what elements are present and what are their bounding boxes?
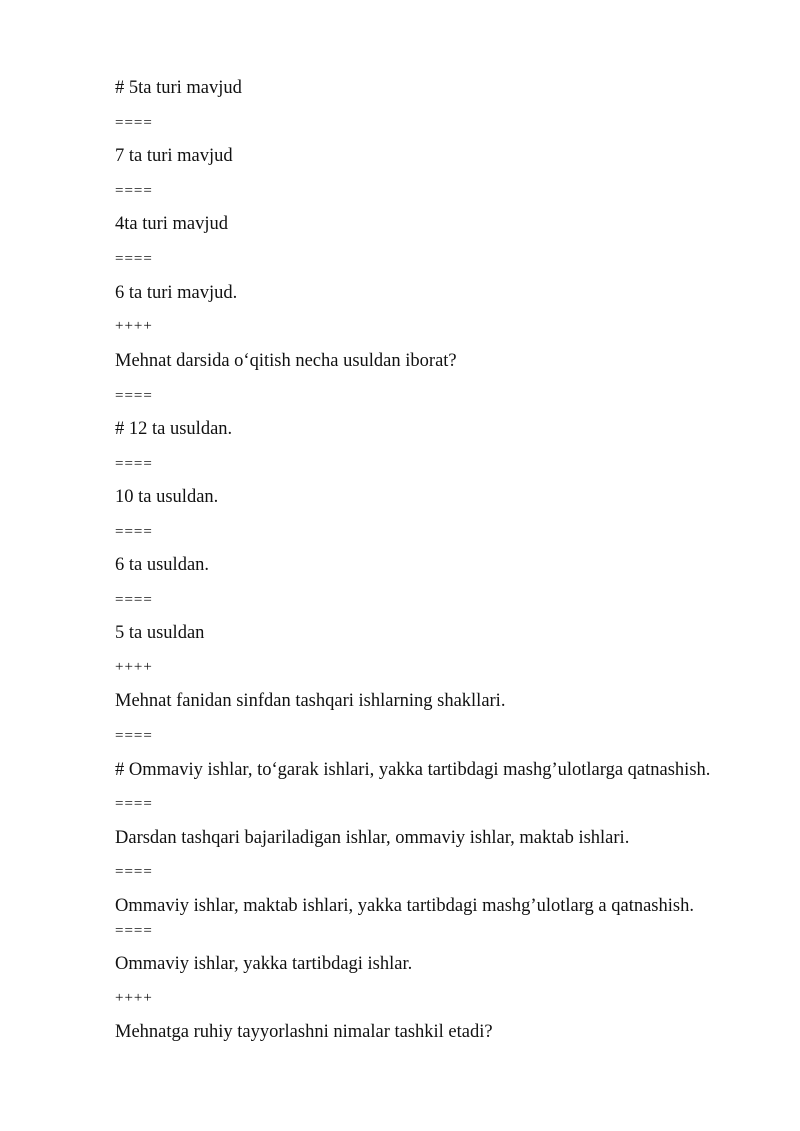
answer-option: Ommaviy ishlar, yakka tartibdagi ishlar. xyxy=(115,954,413,974)
answer-separator: ==== xyxy=(115,864,153,880)
answer-separator: ==== xyxy=(115,251,153,267)
answer-separator: ==== xyxy=(115,456,153,472)
answer-option: # 5ta turi mavjud xyxy=(115,78,242,98)
answer-separator: ==== xyxy=(115,592,153,608)
question-separator: ++++ xyxy=(115,990,153,1006)
answer-separator: ==== xyxy=(115,388,153,404)
answer-separator: ==== xyxy=(115,923,153,939)
answer-separator: ==== xyxy=(115,796,153,812)
answer-option: 5 ta usuldan xyxy=(115,623,205,643)
question-text: Mehnat darsida o‘qitish necha usuldan iborat? xyxy=(115,351,457,371)
question-text: Mehnat fanidan sinfdan tashqari ishlarning shakllari. xyxy=(115,691,506,711)
answer-option: 6 ta turi mavjud. xyxy=(115,283,238,303)
answer-option: Darsdan tashqari bajariladigan ishlar, ommaviy ishlar, maktab ishlari. xyxy=(115,828,630,848)
answer-separator: ==== xyxy=(115,524,153,540)
question-separator: ++++ xyxy=(115,659,153,675)
answer-option: 7 ta turi mavjud xyxy=(115,146,233,166)
answer-option: 4ta turi mavjud xyxy=(115,214,229,234)
answer-option: # Ommaviy ishlar, to‘garak ishlari, yakka tartibdagi mashg’ulotlarga qatnashish. xyxy=(115,760,711,780)
question-separator: ++++ xyxy=(115,318,153,334)
answer-option: 10 ta usuldan. xyxy=(115,487,219,507)
answer-separator: ==== xyxy=(115,115,153,131)
answer-separator: ==== xyxy=(115,183,153,199)
question-text: Mehnatga ruhiy tayyorlashni nimalar tashkil etadi? xyxy=(115,1022,493,1042)
answer-option: # 12 ta usuldan. xyxy=(115,419,233,439)
answer-separator: ==== xyxy=(115,728,153,744)
answer-option: Ommaviy ishlar, maktab ishlari, yakka tartibdagi mashg’ulotlarg a qatnashish. xyxy=(115,896,694,916)
answer-option: 6 ta usuldan. xyxy=(115,555,210,575)
